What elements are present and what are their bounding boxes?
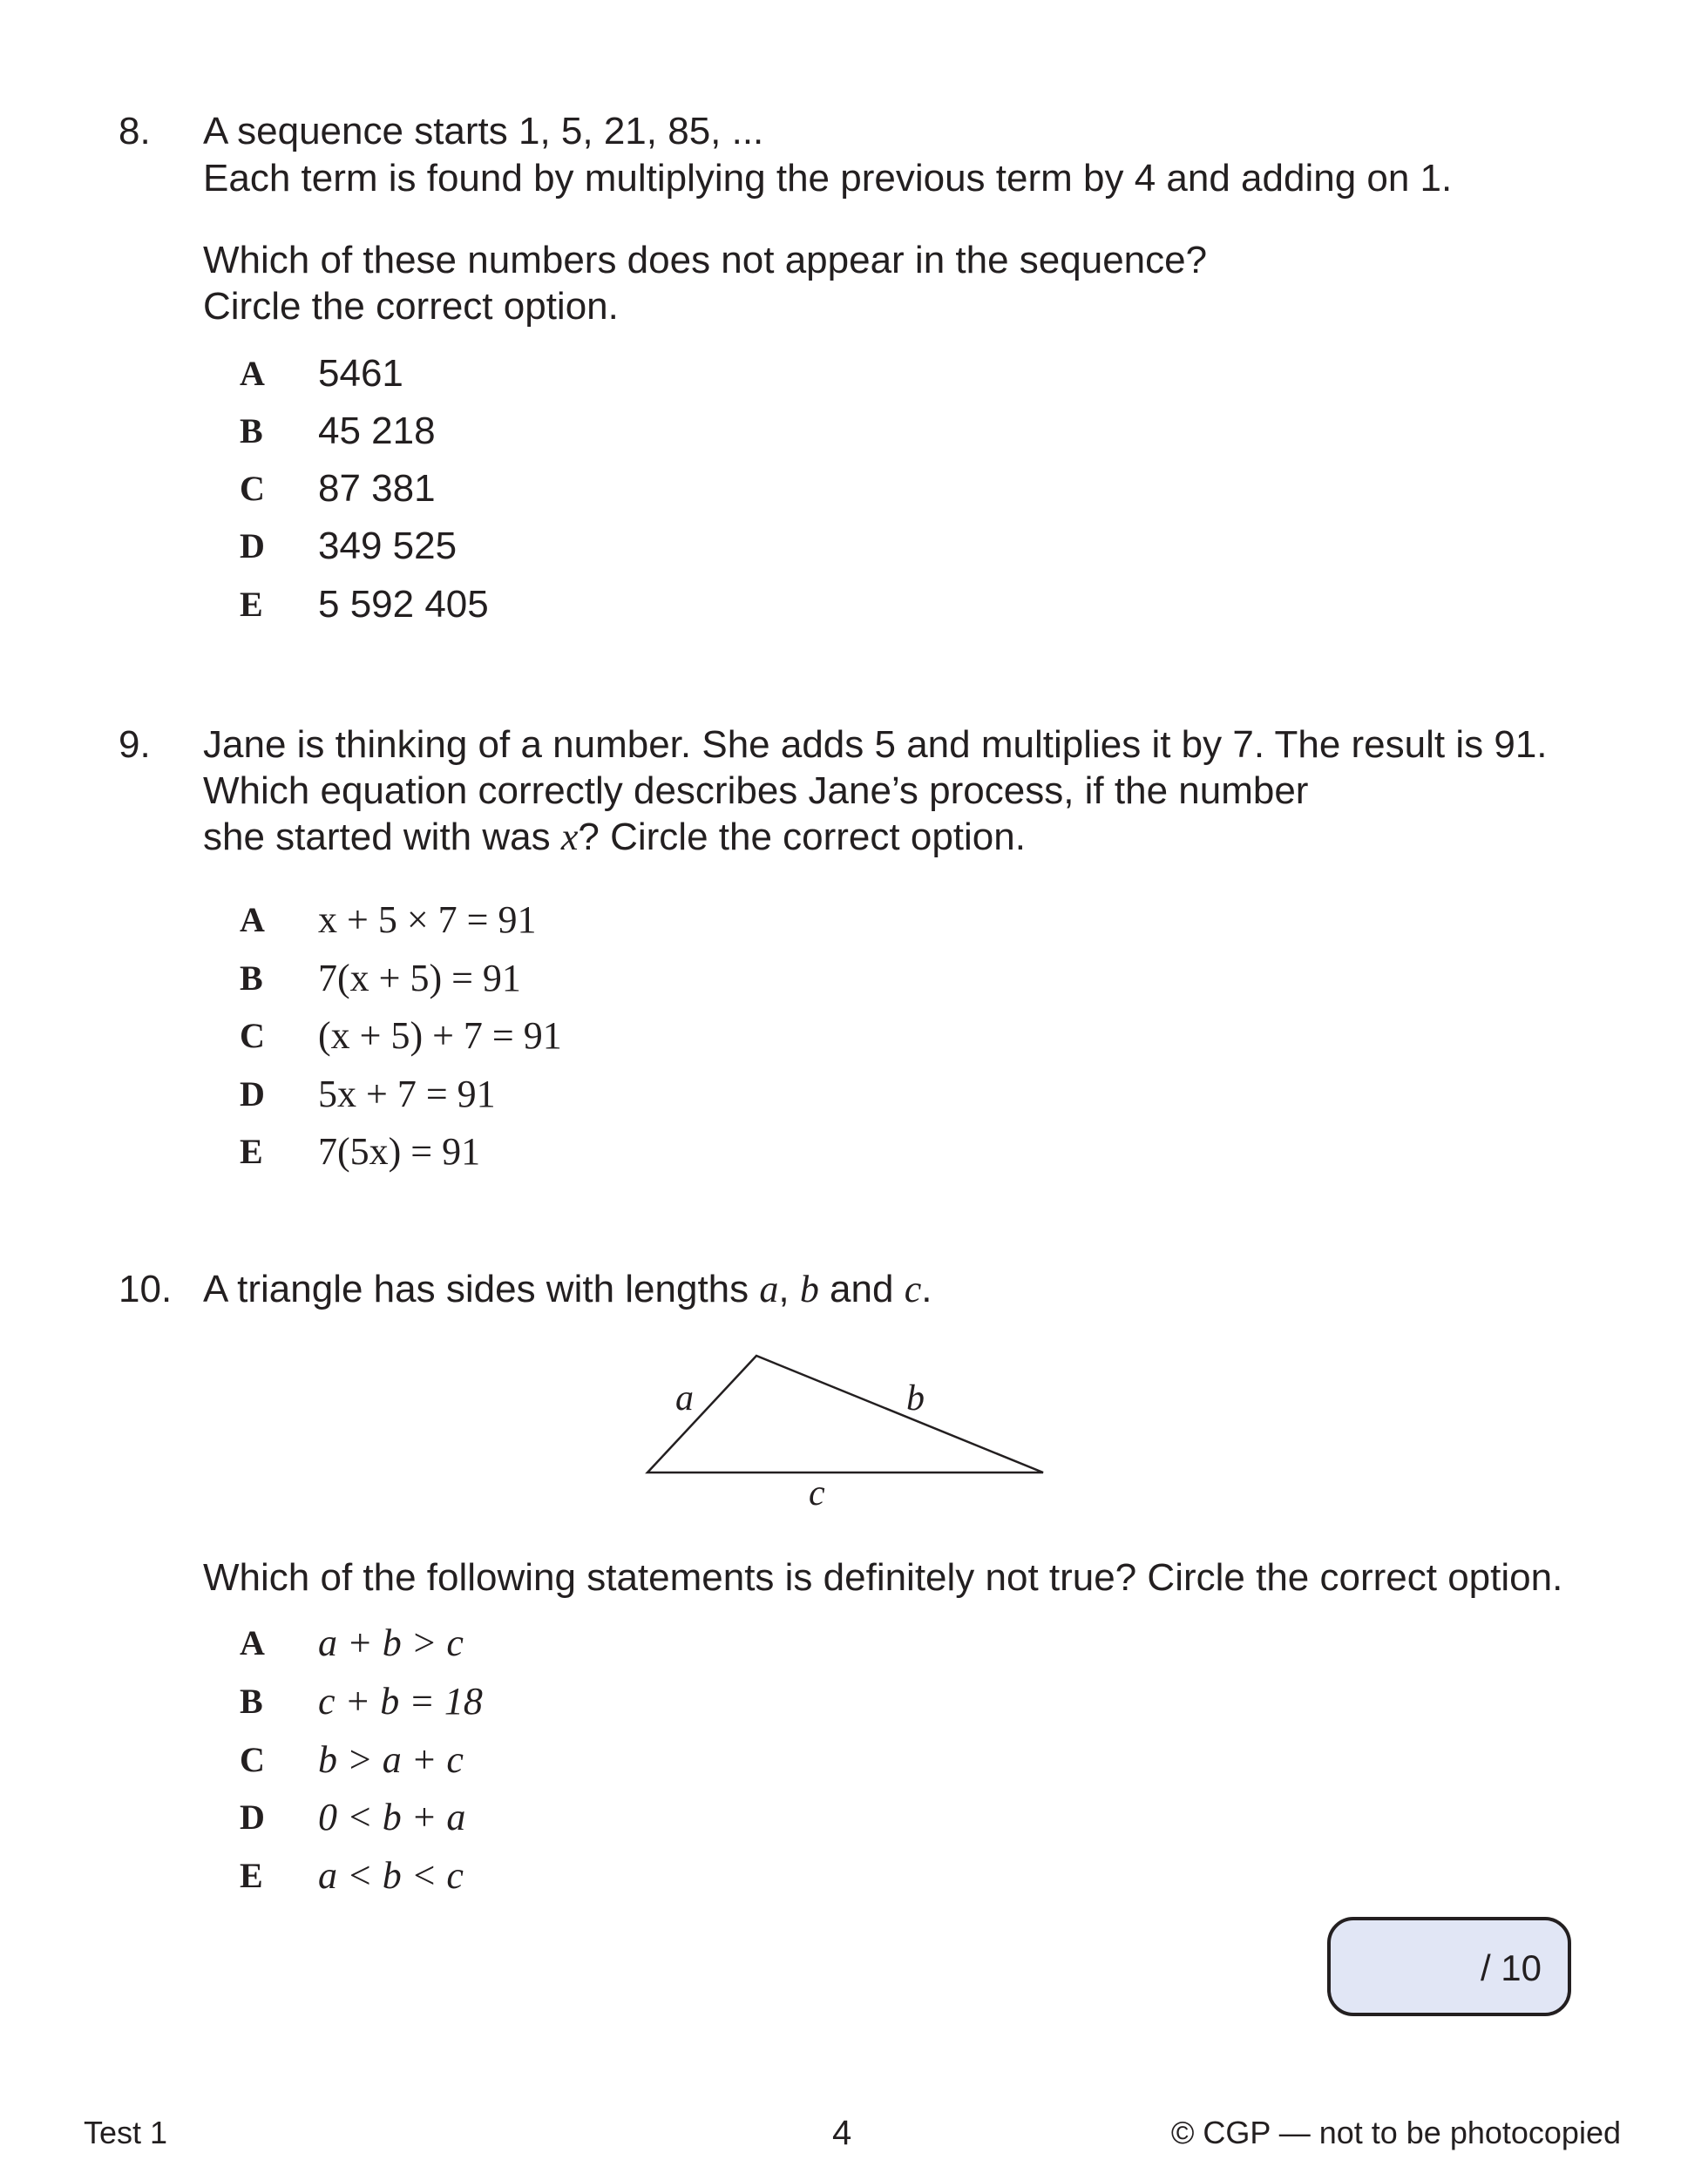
q8-text-line4: Circle the correct option.: [203, 285, 619, 328]
q10-text-pre: A triangle has sides with lengths: [203, 1268, 760, 1310]
option-text: 5 592 405: [318, 583, 489, 626]
option-letter: E: [240, 1856, 263, 1895]
option-letter: C: [240, 1016, 265, 1055]
q9-text-line3-pre: she started with was: [203, 816, 561, 858]
option-text: 87 381: [318, 467, 436, 510]
option-letter: B: [240, 411, 263, 450]
footer-test-label: Test 1: [84, 2115, 168, 2150]
option-text: 45 218: [318, 410, 436, 452]
q10-number: 10.: [119, 1268, 173, 1310]
triangle-shape: [647, 1356, 1043, 1473]
triangle-label-c: c: [809, 1473, 825, 1513]
option-text: x + 5 × 7 = 91: [318, 898, 537, 941]
triangle-label-b: b: [906, 1378, 925, 1418]
score-total: / 10: [1480, 1947, 1542, 1988]
footer-copyright: © CGP — not to be photocopied: [1170, 2115, 1621, 2150]
q9-text-line3-post: ? Circle the correct option.: [578, 816, 1026, 858]
q10-variable-c: c: [904, 1268, 922, 1310]
score-box[interactable]: [1327, 1917, 1571, 2016]
q8-text-line3: Which of these numbers does not appear in the sequence?: [203, 239, 1208, 281]
q10-text-line2: Which of the following statements is definitely not true? Circle the correct option.: [203, 1556, 1563, 1599]
q10-text-sep1: ,: [778, 1268, 800, 1310]
q10-variable-a: a: [759, 1268, 779, 1310]
q8-number: 8.: [119, 110, 151, 152]
option-letter: A: [240, 1623, 265, 1662]
q9-text-line1: Jane is thinking of a number. She adds 5 and multiplies it by 7. The result is 91.: [203, 723, 1548, 766]
q10-text-end: .: [921, 1268, 932, 1310]
option-text: 5x + 7 = 91: [318, 1073, 496, 1115]
option-text: a + b > c: [318, 1621, 464, 1664]
q9-number: 9.: [119, 723, 151, 766]
option-letter: B: [240, 958, 263, 998]
option-letter: A: [240, 900, 265, 939]
option-text: 5461: [318, 352, 403, 395]
option-text: 349 525: [318, 525, 458, 567]
q9-text-line2: Which equation correctly describes Jane’s process, if the number: [203, 769, 1309, 812]
option-text: 0 < b + a: [318, 1796, 466, 1838]
option-text: (x + 5) + 7 = 91: [318, 1014, 562, 1057]
option-text: a < b < c: [318, 1854, 464, 1897]
option-letter: C: [240, 469, 265, 508]
option-letter: E: [240, 585, 263, 624]
option-text: c + b = 18: [318, 1680, 483, 1723]
q8-text-line2: Each term is found by multiplying the previous term by 4 and adding on 1.: [203, 157, 1453, 200]
option-text: b > a + c: [318, 1738, 464, 1781]
option-text: 7(5x) = 91: [318, 1130, 481, 1173]
q10-variable-b: b: [799, 1268, 819, 1310]
option-letter: B: [240, 1682, 263, 1721]
option-letter: D: [240, 1074, 265, 1114]
option-letter: D: [240, 526, 265, 565]
q8-text-line1: A sequence starts 1, 5, 21, 85, ...: [203, 110, 764, 152]
option-letter: E: [240, 1132, 263, 1171]
option-letter: C: [240, 1740, 265, 1779]
option-letter: A: [240, 354, 265, 393]
option-letter: D: [240, 1797, 265, 1837]
page-number: 4: [832, 2114, 852, 2152]
q9-variable-x: x: [560, 816, 579, 858]
option-text: 7(x + 5) = 91: [318, 957, 521, 999]
q10-text-sep2: and: [818, 1268, 905, 1310]
triangle-label-a: a: [675, 1378, 694, 1418]
